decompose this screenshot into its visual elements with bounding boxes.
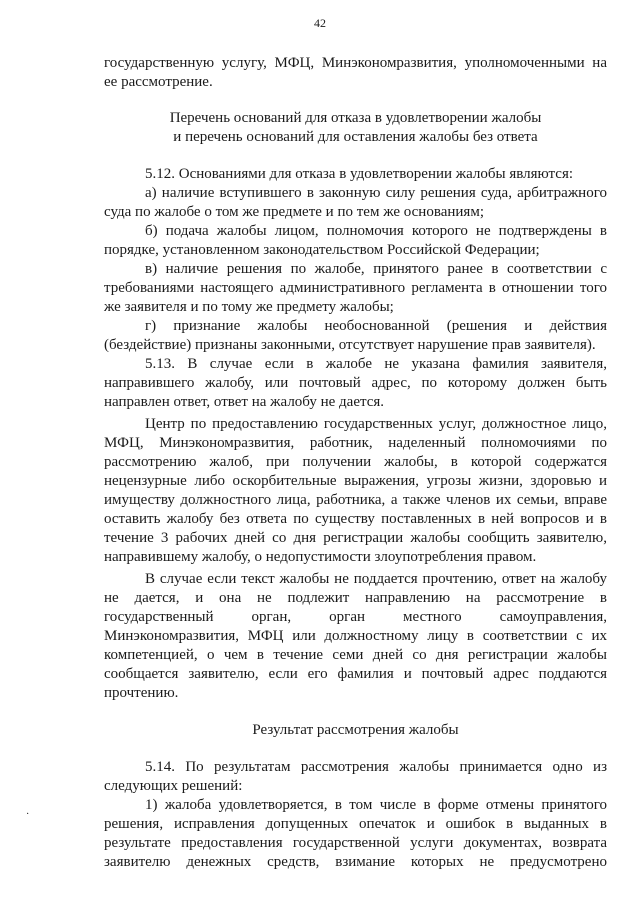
text-line: же заявителя и по тому же предмету жалобы; (104, 299, 394, 315)
text-line: нецензурные либо оскорбительные выражения, угрозы жизни, здоровью и (104, 473, 607, 489)
text-line: Центр по предоставлению государственных услуг, должностное лицо, (145, 416, 607, 432)
text-line: в) наличие решения по жалобе, принятого ранее в соответствии с (145, 261, 607, 277)
text-line: направлен ответ, ответ на жалобу не дается. (104, 394, 385, 410)
section-heading-line: Результат рассмотрения жалобы (252, 722, 459, 738)
text-line: МФЦ, Минэкономразвития, работник, наделенный полномочиями по (104, 435, 607, 451)
text-line: (бездействие) признаны законными, отсутствует нарушение прав заявителя). (104, 337, 596, 353)
text-line: 1) жалоба удовлетворяется, в том числе в форме отмены принятого (145, 797, 607, 813)
section-heading-line: и перечень оснований для оставления жалобы без ответа (173, 129, 538, 145)
text-line: прочтению. (104, 685, 179, 701)
text-line: государственный орган, орган местного самоуправления, (104, 609, 607, 625)
text-line: Минэкономразвития, МФЦ или должностному лицу в соответствии с их (104, 628, 607, 644)
text-line: б) подача жалобы лицом, полномочия которого не подтверждены в (145, 223, 607, 239)
page-number: 42 (314, 16, 326, 30)
text-line: 5.12. Основаниями для отказа в удовлетворении жалобы являются: (145, 166, 574, 182)
text-line: В случае если текст жалобы не поддается прочтению, ответ на жалобу (145, 571, 607, 587)
text-line: порядке, установленном законодательством Российской Федерации; (104, 242, 540, 258)
text-line: направившему жалобу, о недопустимости злоупотребления правом. (104, 549, 537, 565)
text-line: компетенцией, о чем в течение семи дней со дня регистрации жалобы (104, 647, 607, 663)
text-line: течение 3 рабочих дней со дня регистрации жалобы сообщить заявителю, (104, 530, 607, 546)
text-line: направившего жалобу, или почтовый адрес, по которому должен быть (104, 375, 607, 391)
text-line: решения, исправления допущенных опечаток и ошибок в выданных в (104, 816, 607, 832)
text-line: ее рассмотрение. (104, 74, 213, 90)
text-line: результате предоставления государственной услуги документах, возврата (104, 835, 607, 851)
text-line: рассмотрению жалоб, при получении жалобы, в которой содержатся (104, 454, 607, 470)
text-line: требованиями настоящего административного регламента в отношении того (104, 280, 607, 296)
text-line: следующих решений: (104, 778, 243, 794)
text-line: оставить жалобу без ответа по существу поставленных в ней вопросов и в (104, 511, 607, 527)
scan-speck: · (26, 809, 30, 820)
text-line: не дается, и она не подлежит направлению на рассмотрение в (104, 590, 607, 606)
text-line: государственную услугу, МФЦ, Минэкономразвития, уполномоченными на (104, 55, 607, 71)
text-line: суда по жалобе о том же предмете и по тем же основаниям; (104, 204, 484, 220)
text-line: заявителю денежных средств, взимание которых не предусмотрено (104, 854, 607, 870)
text-line: а) наличие вступившего в законную силу решения суда, арбитражного (145, 185, 607, 201)
text-line: 5.14. По результатам рассмотрения жалобы принимается одно из (145, 759, 607, 775)
text-line: 5.13. В случае если в жалобе не указана фамилия заявителя, (145, 356, 607, 372)
section-heading-line: Перечень оснований для отказа в удовлетворении жалобы (169, 110, 542, 126)
text-line: имуществу должностного лица, работника, а также членов их семьи, вправе (104, 492, 607, 508)
text-line: сообщается заявителю, если его фамилия и почтовый адрес поддаются (104, 666, 607, 682)
text-line: г) признание жалобы необоснованной (решения и действия (145, 318, 607, 334)
